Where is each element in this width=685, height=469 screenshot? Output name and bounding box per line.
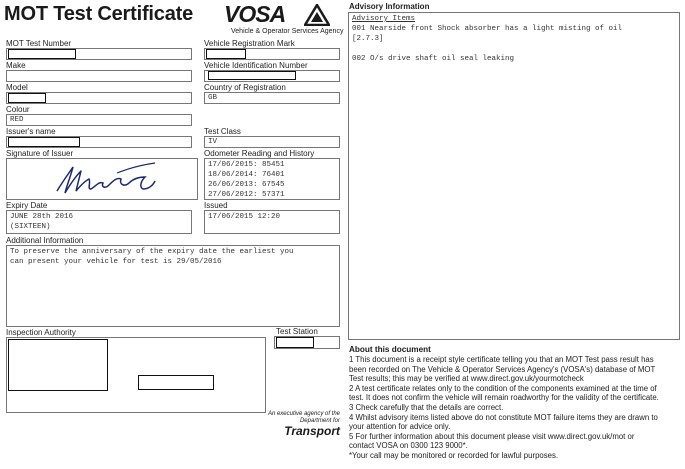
about-line-9: 5 For further information about this document please visit www.direct.gov.uk/mot or bbox=[349, 431, 635, 441]
about-body bbox=[349, 355, 683, 461]
vehicle-registration-label: Vehicle Registration Mark bbox=[204, 39, 295, 48]
expiry-date-line-1: JUNE 28th 2016 bbox=[10, 213, 74, 221]
about-line-8: your attention for advice only. bbox=[349, 422, 451, 432]
inspection-authority-label: Inspection Authority bbox=[6, 328, 76, 337]
odometer-line-2: 18/06/2014: 76401 bbox=[208, 171, 285, 179]
signature-label: Signature of Issuer bbox=[6, 149, 74, 158]
odometer-line-1: 17/06/2015: 85451 bbox=[208, 161, 285, 169]
about-line-3: Test results; this may be verified at www.direct.gov.uk/yourmotcheck bbox=[349, 374, 584, 384]
about-line-10: contact VOSA on 0300 123 9000*. bbox=[349, 441, 468, 451]
additional-info-field bbox=[6, 245, 340, 327]
test-class-label: Test Class bbox=[204, 127, 241, 136]
about-line-4: 2 A test certificate relates only to the condition of the components examined at the time of bbox=[349, 383, 657, 393]
advisory-label: Advisory Information bbox=[349, 2, 430, 11]
model-label: Model bbox=[6, 83, 28, 92]
vosa-logo bbox=[224, 2, 334, 28]
expiry-date-line-2: (SIXTEEN) bbox=[10, 223, 51, 231]
expiry-date-label: Expiry Date bbox=[6, 201, 48, 210]
signature-field bbox=[6, 158, 198, 200]
issuer-signature bbox=[7, 159, 197, 199]
mot-test-number-label: MOT Test Number bbox=[6, 39, 72, 48]
dft-department: Department for bbox=[299, 418, 340, 424]
odometer-label: Odometer Reading and History bbox=[204, 149, 315, 158]
country-value: GB bbox=[208, 94, 218, 102]
make-field bbox=[6, 70, 192, 82]
colour-label: Colour bbox=[6, 105, 30, 114]
about-line-6: 3 Check carefully that the details are correct. bbox=[349, 402, 504, 412]
country-label: Country of Registration bbox=[204, 83, 286, 92]
colour-field bbox=[6, 114, 192, 126]
issuer-name-label: Issuer's name bbox=[6, 127, 56, 136]
about-line-2: been recorded on The Vehicle & Operator Services Agency's (VOSA's) database of MOT bbox=[349, 364, 656, 374]
additional-info-label: Additional Information bbox=[6, 236, 84, 245]
test-class-value: IV bbox=[208, 138, 218, 146]
issued-field bbox=[204, 210, 340, 234]
issued-label: Issued bbox=[204, 201, 228, 210]
dft-name: Transport bbox=[284, 424, 340, 438]
issued-value: 17/06/2015 12:20 bbox=[208, 213, 281, 221]
expiry-date-field bbox=[6, 210, 192, 234]
advisory-field bbox=[348, 12, 680, 340]
additional-info-line-1: To preserve the anniversary of the expiry date the earliest you bbox=[10, 248, 294, 256]
advisory-line-4: 002 O/s drive shaft oil seal leaking bbox=[352, 55, 515, 63]
certificate-title: MOT Test Certificate bbox=[4, 3, 193, 25]
vosa-logo-text: VOSA bbox=[224, 1, 286, 27]
about-line-11: *Your call may be monitored or recorded for lawful purposes. bbox=[349, 450, 559, 460]
triangle-logo-icon bbox=[304, 4, 330, 26]
about-title: About this document bbox=[349, 345, 431, 354]
odometer-line-4: 27/06/2012: 57371 bbox=[208, 191, 285, 199]
about-line-1: 1 This document is a receipt style certificate telling you that an MOT Test pass result has bbox=[349, 355, 654, 364]
country-field bbox=[204, 92, 340, 104]
redacted-registration bbox=[206, 49, 246, 59]
advisory-line-1: 001 Nearside front Shock absorber has a light misting of oil bbox=[352, 25, 623, 33]
redacted-issuer-name bbox=[8, 137, 80, 147]
colour-value: RED bbox=[10, 116, 24, 124]
redacted-test-station bbox=[276, 337, 314, 348]
test-class-field bbox=[204, 136, 340, 148]
vin-label: Vehicle Identification Number bbox=[204, 61, 308, 70]
odometer-line-3: 26/06/2013: 67545 bbox=[208, 181, 285, 189]
advisory-line-2: [2.7.3] bbox=[352, 35, 384, 43]
redacted-model bbox=[8, 93, 46, 103]
redacted-authority-address bbox=[138, 375, 214, 390]
make-label: Make bbox=[6, 61, 26, 70]
odometer-field bbox=[204, 158, 340, 200]
dft-tagline: An executive agency of the bbox=[267, 411, 340, 417]
agency-name: Vehicle & Operator Services Agency bbox=[231, 28, 344, 35]
redacted-authority-name bbox=[8, 339, 108, 391]
test-station-label: Test Station bbox=[276, 327, 318, 336]
about-line-5: test. It does not confirm the vehicle will remain roadworthy for the validity of the certificate. bbox=[349, 393, 659, 403]
dft-logo bbox=[222, 411, 340, 441]
about-line-7: 4 Whilst advisory items listed above do not constitute MOT failure items they are drawn to bbox=[349, 412, 658, 422]
redacted-mot-test-number bbox=[8, 49, 76, 59]
redacted-vin bbox=[208, 71, 296, 80]
about-section bbox=[349, 345, 683, 461]
additional-info-line-2: can present your vehicle for test is 29/05/2016 bbox=[10, 258, 222, 266]
advisory-heading: Advisory Items bbox=[352, 15, 416, 23]
